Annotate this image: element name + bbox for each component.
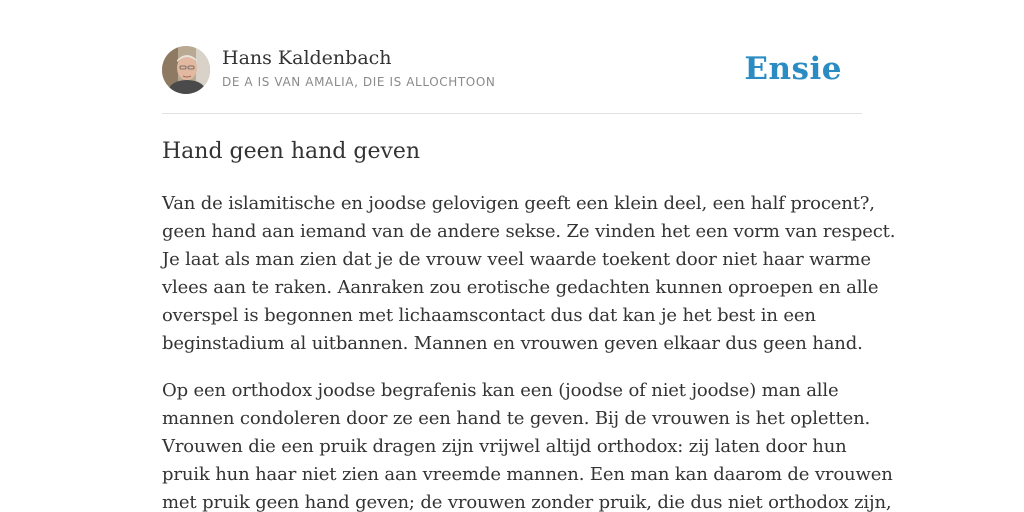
author-name[interactable]: Hans Kaldenbach [222,47,392,69]
paragraph-line: met pruik geen hand geven; de vrouwen zonder pruik, die dus niet orthodox zijn, [162,492,892,512]
paragraph [162,190,896,358]
paragraph-line: beginstadium al uitbannen. Mannen en vrouwen geven elkaar dus geen hand. [162,333,863,354]
article-body [162,190,896,512]
paragraph-line: vlees aan te raken. Aanraken zou erotische gedachten kunnen oproepen en alle [162,277,879,298]
paragraph-line: Vrouwen die een pruik dragen zijn vrijwel altijd orthodox: zij laten door hun [162,436,847,457]
author-tagline: DE A IS VAN AMALIA, DIE IS ALLOCHTOON [222,75,496,89]
ensie-logo[interactable]: Ensie [744,51,842,87]
paragraph-line: overspel is begonnen met lichaamscontact dus dat kan je het best in een [162,305,816,326]
header-divider [162,113,862,114]
paragraph-line: Je laat als man zien dat je de vrouw veel waarde toekent door niet haar warme [162,249,871,270]
author-header [162,46,862,96]
paragraph-line: Van de islamitische en joodse gelovigen geeft een klein deel, een half procent?, [162,193,875,214]
author-avatar[interactable] [162,46,210,94]
author-avatar-image [162,46,210,94]
article-title: Hand geen hand geven [162,139,421,164]
paragraph-line: pruik hun haar niet zien aan vreemde mannen. Een man kan daarom de vrouwen [162,464,893,485]
paragraph-line: Op een orthodox joodse begrafenis kan een (joodse of niet joodse) man alle [162,380,839,401]
paragraph-line: geen hand aan iemand van de andere sekse. Ze vinden het een vorm van respect. [162,221,896,242]
paragraph [162,377,893,512]
paragraph-line: mannen condoleren door ze een hand te geven. Bij de vrouwen is het opletten. [162,408,871,429]
